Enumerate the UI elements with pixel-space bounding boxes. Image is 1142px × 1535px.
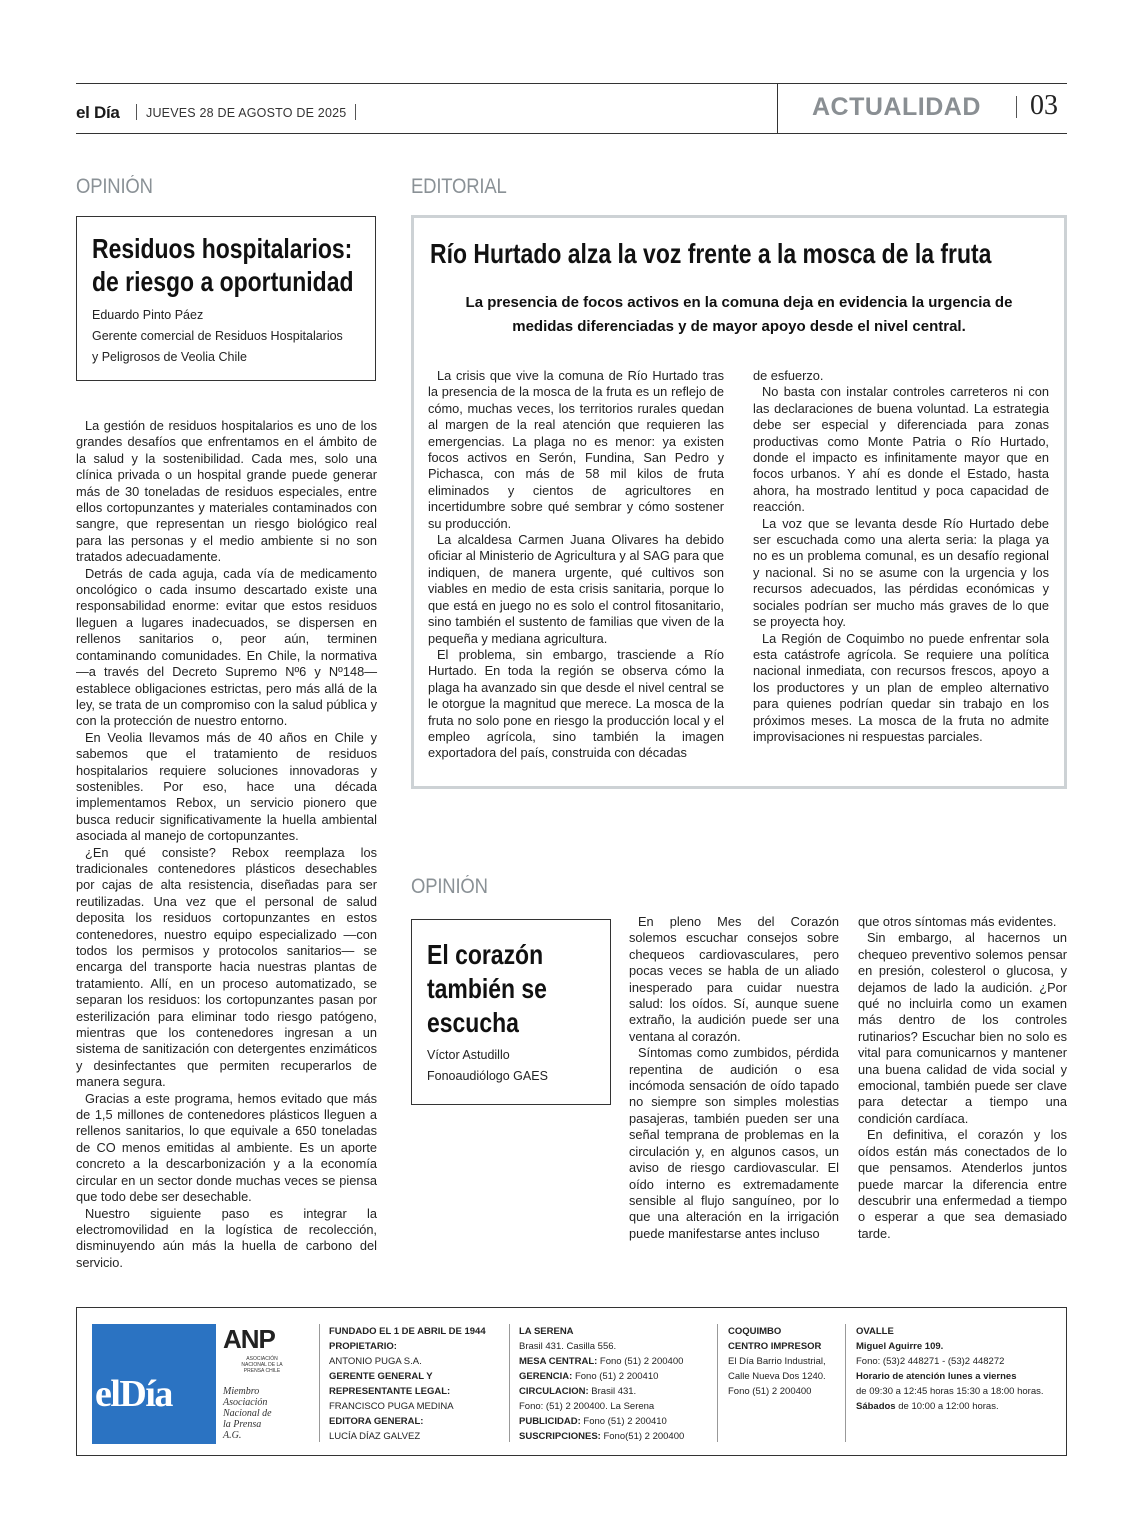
anp-logo: ANP [223,1324,275,1354]
footer-divider [717,1324,718,1442]
paragraph: Gracias a este programa, hemos evitado que más de 1,5 millones de contenedores plásticos lleguen a rellenos sanitarios, lo que equivale a 650 toneladas de CO menos emitidas al ambiente. Es un aporte concreto a la descarbonización y a la economía circular en un sector donde muchas veces se piensa que todo debe ser desechable. [76,1090,377,1205]
editorial-subtitle [444,291,1034,339]
editorial-kicker: EDITORIAL [411,175,507,198]
member-line: la Prensa [223,1419,262,1430]
editor-label: EDITORA GENERAL: [329,1416,424,1427]
logo-text: elDía [95,1373,172,1415]
header-separator [1016,96,1017,118]
hours-label: Sábados [856,1401,896,1412]
editorial-column-1 [428,368,724,762]
author-name: Eduardo Pinto Páez [92,308,204,322]
paragraph: Nuestro siguiente paso es integrar la electromovilidad en la logística de recolección, disminuyendo aún más la huella de carbono del servicio. [76,1205,377,1270]
contact-value: Fono: (53)2 448271 - (53)2 448272 [856,1356,1005,1367]
paragraph: Sin embargo, al hacernos un chequeo preventivo solemos pensar en presión, colesterol o glucosa, y dejamos de lado la audición. ¿Por qué no incluirla como un examen más dentro de los controles rutinarios? Escuchar bien no solo es vital para comunicarnos y mantener una buena calidad de vida social y emocional, también puede ser clave para detectar a tiempo una condición cardíaca. [858,930,1067,1126]
opinion-kicker: OPINIÓN [411,875,488,898]
author-role: Gerente comercial de Residuos Hospitalarios [92,329,343,343]
manager-label: GERENTE GENERAL Y [329,1371,433,1382]
opinion-title-line: de riesgo a oportunidad [92,266,354,297]
paragraph: ¿En qué consiste? Rebox reemplaza los tradicionales contenedores plásticos desechables por cajas de alta resistencia, diseñadas para ser reutilizadas. Una vez que el personal de salud deposita los residuos cortopunzantes en estos contenedores, nuestro equipo especializado —con todos los permisos y protocolos sanitarios— se encarga del transporte hacia nuestras plantas de tratamiento. Allí, en un proceso automatizado, se separan los residuos: los cortopunzantes pasan por esterilización para eliminar todo riesgo patógeno, mientras que los contenedores ingresan a un sistema de sanitización con detergentes enzimáticos y desinfectantes que permiten recuperarlos de manera segura. [76,844,377,1090]
office-title: COQUIMBO [728,1326,782,1337]
contact-label: SUSCRIPCIONES: [519,1431,601,1442]
paragraph: La Región de Coquimbo no puede enfrentar sola esta catástrofe agrícola. Se requiere una política nacional inmediata, con recursos frescos, apoyo a los productores y un plan de empleo alternativo para quienes podrían quedar sin trabajo en los próximos meses. La mosca de la fruta no admite improvisaciones ni respuestas parciales. [753,630,1049,744]
contact-value: Fono (51) 2 200410 [572,1371,659,1382]
member-line: Asociación [223,1397,268,1408]
paragraph: En pleno Mes del Corazón solemos escuchar consejos sobre chequeos cardiovasculares, pero pocas veces se habla de un aliado inesperado para cuidar nuestra salud: los oídos. Sí, aunque suene extraño, la audición puede ser una ventana al corazón. [629,914,839,1044]
office-address: Calle Nueva Dos 1240. [728,1371,826,1382]
opinion-column-2 [858,914,1067,1242]
paragraph: La alcaldesa Carmen Juana Olivares ha debido oficiar al Ministerio de Agricultura y al SAG para que indiquen, de manera urgente, qué cultivos son viables en medio de esta crisis sanitaria, porque lo que está en juego no es solo el control fitosanitario, sino también el sustento de familias que viven de la pequeña y mediana agricultura. [428,532,724,646]
header-divider [777,83,778,133]
member-note [223,1386,272,1441]
paragraph: de esfuerzo. [753,368,824,383]
paragraph: La gestión de residuos hospitalarios es uno de los grandes desafíos que enfrentamos en el ámbito de la salud y la sostenibilidad. Cada mes, solo una clínica privada o un hospital grande puede generar más de 30 toneladas de residuos especiales, entre ellos cortopunzantes y materiales contaminados con sangre, que representan un riesgo biológico real para las personas y el medio ambiente si no son tratados adecuadamente. [76,418,377,565]
contact-label: GERENCIA: [519,1371,573,1382]
opinion-column-1 [629,914,839,1242]
masthead-footer [76,1307,1067,1456]
opinion-kicker: OPINIÓN [76,175,153,198]
page-number: 03 [1030,90,1058,121]
opinion-body [76,418,377,1271]
office-title: OVALLE [856,1326,894,1337]
author-name: Víctor Astudillo [427,1048,510,1062]
contact-value: Fono (51) 2 200400 [728,1386,812,1397]
office-address: Brasil 431. Casilla 556. [519,1341,617,1352]
contact-value: Fono (51) 2 200410 [580,1416,667,1427]
paragraph: En Veolia llevamos más de 40 años en Chile y sabemos que el tratamiento de residuos hospitalarios requiere soluciones innovadoras y sostenibles. Por eso, hace una década implementamos Rebox, un servicio pionero que busca reducir significativamente la huella ambiental asociada al manejo de cortopunzantes. [76,729,377,844]
subtitle-line: medidas diferenciadas y de mayor apoyo desde el nivel central. [512,318,966,335]
office-subtitle: CENTRO IMPRESOR [728,1341,822,1352]
header-top-rule [76,83,1067,84]
editorial-column-2 [753,368,1049,745]
office-address: Miguel Aguirre 109. [856,1341,944,1352]
opinion-header-box [76,216,376,381]
footer-divider [509,1324,510,1442]
paragraph: La voz que se levanta desde Río Hurtado debe ser escuchada como una alerta seria: la plaga ya no es un problema comunal, es un desafío regional y nacional. Si no se asume con la urgencia y los recursos adecuados, las pérdidas económicas y sociales podrían ser mucho más graves de lo que se proyecta hoy. [753,515,1049,630]
editorial-box [411,215,1067,789]
manager-label: REPRESENTANTE LEGAL: [329,1386,451,1397]
eldia-logo [92,1324,216,1444]
issue-date: JUEVES 28 DE AGOSTO DE 2025 [146,106,347,120]
owner-label: PROPIETARIO: [329,1341,397,1352]
owner-value: ANTONIO PUGA S.A. [329,1356,422,1367]
founded-text: FUNDADO EL 1 DE ABRIL DE 1944 [329,1326,486,1337]
header-separator [355,104,356,120]
footer-divider [319,1324,320,1442]
paragraph: En definitiva, el corazón y los oídos están más conectados de lo que pensamos. Atenderlos juntos puede marcar la diferencia entre descubrir una enfermedad a tiempo o esperar a que sea demasiado tarde. [858,1127,1067,1241]
manager-value: FRANCISCO PUGA MEDINA [329,1401,454,1412]
author-role: y Peligrosos de Veolia Chile [92,350,247,364]
opinion-title-line: también se [427,973,547,1004]
contact-value: Fono (51) 2 200400 [597,1356,684,1367]
footer-laserena-column [519,1324,684,1444]
contact-label: PUBLICIDAD: [519,1416,581,1427]
newspaper-logo: el Día [76,103,120,122]
paragraph: que otros síntomas más evidentes. [858,914,1057,929]
office-title: LA SERENA [519,1326,574,1337]
header-bottom-rule [76,133,1067,134]
section-name: ACTUALIDAD [812,93,981,121]
office-address: El Día Barrio Industrial, [728,1356,826,1367]
contact-label: MESA CENTRAL: [519,1356,598,1367]
opinion-title-line: Residuos hospitalarios: [92,233,353,264]
member-line: Nacional de [223,1408,272,1419]
footer-founded-column [329,1324,486,1444]
hours-label: Horario de atención lunes a viernes [856,1371,1017,1382]
opinion-byline [92,305,343,368]
author-role: Fonoaudiólogo GAES [427,1069,548,1083]
footer-ovalle-column [856,1324,1044,1414]
paragraph: La crisis que vive la comuna de Río Hurtado tras la presencia de la mosca de la fruta es un reflejo de cómo, muchas veces, los territorios rurales quedan al margen de la real atención que requieren las emergencias. La plaga no es menor: ya existen focos activos en Serón, Fundina, San Pedro y Pichasca, con más de 58 mil kilos de fruta eliminados y cientos de agricultores en incertidumbre sobre qué sembrar y cómo sostener su producción. [428,368,724,531]
contact-value: Fono: (51) 2 200400. La Serena [519,1401,655,1412]
footer-divider [845,1324,846,1442]
contact-value: Brasil 431. [588,1386,637,1397]
subtitle-line: La presencia de focos activos en la comuna deja en evidencia la urgencia de [465,294,1013,311]
contact-label: CIRCULACION: [519,1386,589,1397]
opinion-header-box [411,919,611,1105]
paragraph: Detrás de cada aguja, cada vía de medicamento oncológico o cada insumo descartado existe una responsabilidad enorme: evitar que estos residuos lleguen a lugares inadecuados, se dispersen en rellenos sanitarios o, peor aún, terminen contaminando comunidades. En Chile, la normativa —a través del Decreto Supremo Nº6 y Nº148— establece obligaciones estrictas, pero más allá de la ley, se trata de un compromiso con la salud pública y con la protección de nuestro entorno. [76,565,377,729]
editor-value: LUCÍA DÍAZ GALVEZ [329,1431,421,1442]
paragraph: El problema, sin embargo, trasciende a Río Hurtado. En toda la región se observa cómo la plaga ha avanzado sin que desde el nivel central se le otorgue la magnitud que merece. La mosca de la fruta no solo pone en riesgo la producción local y el empleo agrícola, sino también la imagen exportadora del país, construida con décadas [428,646,724,761]
contact-value: Fono(51) 2 200400 [600,1431,685,1442]
member-line: A.G. [223,1430,242,1441]
paragraph: Síntomas como zumbidos, pérdida repentina de audición o esa incómoda sensación de oído tapado no siempre son simples molestias pasajeras, también pueden ser una señal temprana de problemas en la circulación y, en algunos casos, un aviso de riesgo cardiovascular. El oído interno es extremadamente sensible al flujo sanguíneo, por lo que una alteración en la irrigación puede manifestarse antes incluso [629,1045,839,1241]
member-line: Miembro [223,1386,260,1397]
opinion-title [427,938,547,1040]
opinion-title-line: El corazón [427,939,544,970]
hours-value: de 09:30 a 12:45 horas 15:30 a 18:00 horas. [856,1386,1044,1397]
editorial-title: Río Hurtado alza la voz frente a la mosca de la fruta [430,238,992,269]
opinion-title-line: escucha [427,1007,519,1038]
paragraph: No basta con instalar controles carreteros ni con las declaraciones de buena voluntad. La estrategia debe ser especial y diferenciada para zonas productivas como Monte Patria o Río Hurtado, donde el impacto es infinitamente mayor que en focos urbanos. Y ahí es donde el Estado, hasta ahora, ha mostrado lentitud y poca capacidad de reacción. [753,384,1049,515]
hours-value: de 10:00 a 12:00 horas. [895,1401,999,1412]
opinion-title [92,232,354,298]
anp-subtitle: ASOCIACIÓN NACIONAL DE LA PRENSA CHILE [241,1356,283,1374]
opinion-byline [427,1045,548,1087]
footer-coquimbo-column [728,1324,826,1399]
header-separator [136,104,137,120]
